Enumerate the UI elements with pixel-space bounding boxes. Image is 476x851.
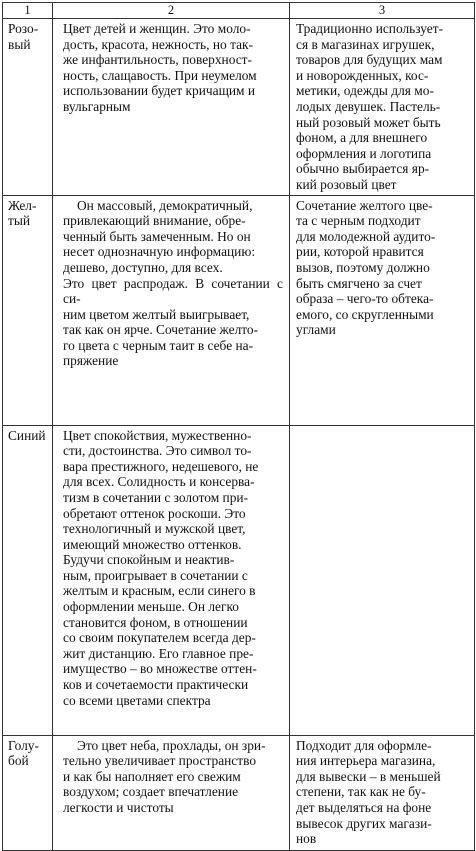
color-meaning-cell (53, 735, 290, 850)
header-col-1: 1 (3, 3, 53, 19)
color-meaning-text: Цвет спокойствия, мужественно- сти, достоинства. Это символ то- вара престижного, недешевого, не для всех. Солидность и консерва- тизм в сочетании с золотом при- обретают оттенок роскоши. Это технологичный и мужской цвет, имеющий множество оттенков. Будучи спокойным и неактив- ным, проигрывает в сочетании с желтым и красным, если синего в оформлении меньше. Он легко становится фоном, в отношении со своим покупателем всегда дер- жит дистанцию. Его главное пре- имущество – во множестве оттен- ков и сочетаемости практически со всеми цветами спектра (63, 427, 259, 708)
color-usage-cell (290, 425, 475, 735)
table-row-pink (3, 19, 475, 196)
color-name-text: Розо- вый (8, 21, 39, 52)
color-meaning-cell (53, 425, 290, 735)
color-meaning-text: Цвет детей и женщин. Это моло- дость, красота, нежность, но так- же инфантильность, поверхност- ность, слащавость. При неумелом использовании будет кричащим и вульгарным (63, 21, 257, 114)
table-row-blue (3, 425, 475, 735)
color-meaning-text: Это цвет неба, прохлады, он зри- тельно увеличивает пространство и как бы наполняет его свежим воздухом; создает впечатление легкости и чистоты (63, 737, 266, 815)
color-name-cell (3, 19, 53, 196)
color-name-text: Жел- тый (8, 197, 37, 229)
header-col-2: 2 (53, 3, 290, 19)
table-header-row (3, 3, 475, 19)
color-usage-cell (290, 735, 475, 850)
color-usage-text: Традиционно использует- ся в магазинах игрушек, товаров для будущих мам и новорожденных, кос- метики, одежды для мо- лодых девушек. Пастель- ный розовый может быть фоном, а для внешнего оформления и логотипа обычно выбирается яр- кий розовый цвет (296, 21, 444, 192)
color-name-cell (3, 425, 53, 735)
color-usage-text: Подходит для оформле- ния интерьера магазина, для вывески – в меньшей степени, так как не бу- дет выделяться на фоне вывесок других магази- нов (296, 737, 441, 847)
table-row-yellow (3, 195, 475, 425)
color-usage-cell (290, 195, 475, 425)
color-name-cell (3, 735, 53, 850)
color-name-text: Синий (8, 427, 46, 443)
color-usage-text: Сочетание желтого цве- та с черным подходит для молодежной аудито- рии, которой нравится вызов, поэтому должно быть смягчено за счет образа – чего-то обтека- емого, со скругленными углами (296, 197, 436, 338)
color-meaning-table (2, 2, 475, 851)
color-usage-cell (290, 19, 475, 196)
color-name-cell (3, 195, 53, 425)
header-col-3: 3 (290, 3, 475, 19)
color-meaning-text: Он массовый, демократичный, привлекающий внимание, обре- ченный быть замеченным. Но он несет однозначную информацию: дешево, доступно, для всех. Это цвет распродаж. В сочетании с си- ним цветом желтый выигрывает, так как он ярче. Сочетание желто- го цвета с черным таит в себе на- пряжение (63, 197, 283, 369)
table-row-light-blue (3, 735, 475, 850)
color-name-text: Голу- бой (8, 737, 39, 769)
color-meaning-cell (53, 19, 290, 196)
color-meaning-cell (53, 195, 290, 425)
